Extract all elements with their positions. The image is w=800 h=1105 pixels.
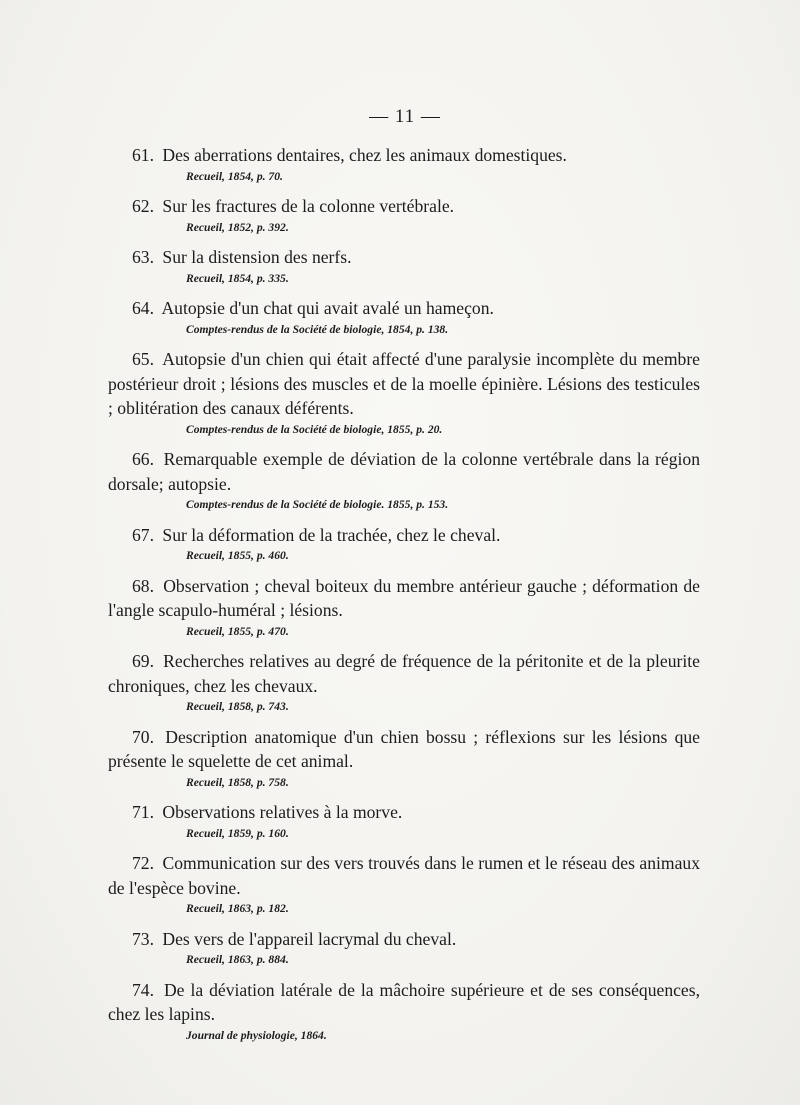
- entry-reference: Recueil, 1854, p. 335.: [186, 271, 289, 285]
- entry-text: [108, 725, 700, 774]
- entry-title: Observation ; cheval boiteux du membre antérieur gauche ; déformation de l'angle scapulo-huméral ; lésions.: [108, 575, 700, 620]
- list-item: [108, 978, 700, 1045]
- list-item: [108, 649, 700, 716]
- entry-reference: Recueil, 1858, p. 743.: [186, 700, 289, 713]
- entry-number: 64.: [132, 298, 154, 318]
- entry-text: [108, 851, 700, 900]
- entry-text: [108, 574, 700, 623]
- entry-number: 65.: [132, 349, 154, 369]
- list-item: [108, 574, 700, 641]
- entry-title: Recherches relatives au degré de fréquence de la péritonite et de la pleurite chroniques, chez les chevaux.: [108, 651, 700, 696]
- entry-text: [108, 347, 700, 421]
- entry-number: 70.: [132, 726, 154, 747]
- entry-text: [108, 245, 700, 270]
- entry-reference: Recueil, 1859, p. 160.: [186, 826, 289, 840]
- list-item: [108, 296, 700, 339]
- entry-number: 68.: [132, 575, 154, 596]
- entry-reference: Comptes-rendus de la Société de biologie, 1855, p. 20.: [186, 422, 443, 436]
- entry-text: [108, 296, 700, 321]
- entry-number: 69.: [132, 651, 154, 671]
- entry-title: Communication sur des vers trouvés dans le rumen et le réseau des animaux de l'espèce bovine.: [108, 853, 701, 898]
- list-item: [108, 194, 700, 237]
- entry-title: Remarquable exemple de déviation de la colonne vertébrale dans la région dorsale; autopsie.: [108, 449, 700, 494]
- entry-number: 71.: [132, 802, 154, 822]
- entry-text: [108, 800, 700, 825]
- entry-number: 74.: [132, 979, 154, 1000]
- entry-text: [108, 649, 700, 698]
- list-item: [108, 447, 700, 514]
- entry-reference: Recueil, 1863, p. 884.: [186, 953, 289, 966]
- entry-title: De la déviation latérale de la mâchoire supérieure et de ses conséquences, chez les lapins.: [108, 979, 700, 1024]
- entry-title: Sur les fractures de la colonne vertébrale.: [162, 196, 455, 216]
- entry-number: 63.: [132, 247, 154, 267]
- list-item: [108, 927, 700, 970]
- entry-reference: Recueil, 1854, p. 70.: [186, 169, 283, 183]
- list-item: [108, 523, 700, 566]
- entry-title: Sur la déformation de la trachée, chez le cheval.: [162, 524, 501, 545]
- entry-number: 73.: [132, 928, 154, 949]
- entry-reference: Recueil, 1852, p. 392.: [186, 220, 289, 234]
- entry-text: [108, 194, 700, 219]
- bibliography-list: [108, 143, 700, 1053]
- entry-title: Description anatomique d'un chien bossu ; réflexions sur les lésions que présente le squelette de cet animal.: [108, 726, 700, 771]
- list-item: [108, 347, 700, 439]
- entry-title: Autopsie d'un chat qui avait avalé un hameçon.: [161, 298, 494, 318]
- entry-reference: Recueil, 1858, p. 758.: [186, 775, 289, 789]
- entry-text: [108, 978, 700, 1027]
- entry-text: [108, 523, 700, 548]
- list-item: [108, 851, 700, 918]
- entry-title: Observations relatives à la morve.: [162, 802, 403, 822]
- entry-reference: Recueil, 1855, p. 460.: [186, 549, 289, 562]
- entry-number: 61.: [132, 145, 154, 165]
- entry-reference: Comptes-rendus de la Société de biologie. 1855, p. 153.: [186, 498, 449, 511]
- entry-text: [108, 447, 700, 496]
- entry-number: 72.: [132, 853, 154, 873]
- entry-text: [108, 143, 700, 168]
- list-item: [108, 143, 700, 186]
- entry-text: [108, 927, 700, 952]
- entry-reference: Comptes-rendus de la Société de biologie, 1854, p. 138.: [186, 322, 449, 336]
- entry-title: Des vers de l'appareil lacrymal du cheval.: [162, 928, 457, 949]
- entry-reference: Recueil, 1855, p. 470.: [186, 624, 289, 638]
- entry-title: Autopsie d'un chien qui était affecté d'une paralysie incomplète du membre postérieur droit ; lésions des muscles et de la moelle épinière. Lésions des testicules ; oblitération des canaux déférents.: [108, 349, 700, 418]
- entry-reference: Journal de physiologie, 1864.: [186, 1028, 327, 1042]
- entry-number: 66.: [132, 449, 154, 469]
- entry-title: Sur la distension des nerfs.: [162, 247, 352, 267]
- entry-number: 62.: [132, 196, 154, 216]
- entry-number: 67.: [132, 524, 154, 545]
- page-number: — 11 —: [369, 106, 441, 127]
- list-item: [108, 800, 700, 843]
- entry-reference: Recueil, 1863, p. 182.: [186, 902, 289, 915]
- list-item: [108, 725, 700, 792]
- entry-title: Des aberrations dentaires, chez les animaux domestiques.: [162, 145, 567, 165]
- list-item: [108, 245, 700, 288]
